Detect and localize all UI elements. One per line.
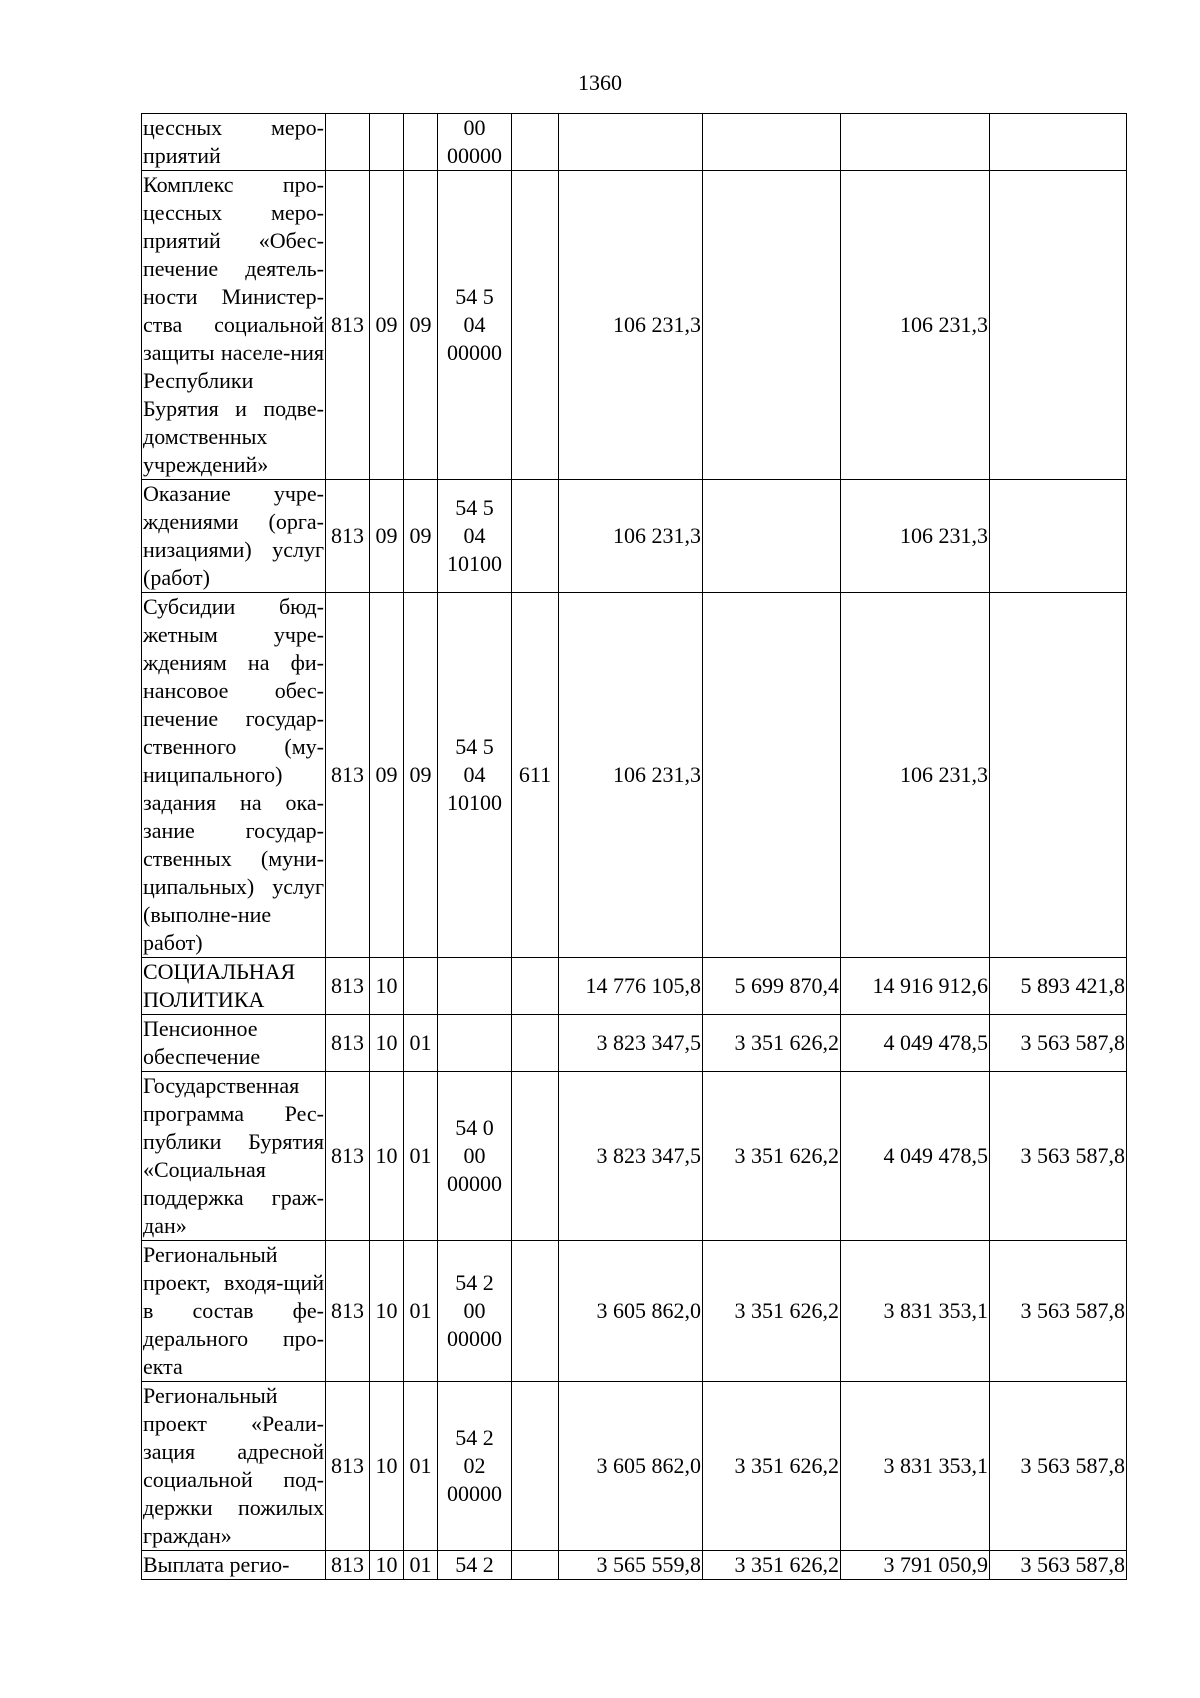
amount-4-cell: 3 563 587,8 bbox=[990, 1551, 1127, 1580]
ministry-code-cell: 813 bbox=[326, 958, 370, 1015]
amount-2-cell: 3 351 626,2 bbox=[703, 1072, 841, 1241]
section-code-cell: 10 bbox=[370, 958, 404, 1015]
target-code-cell bbox=[438, 114, 512, 171]
expense-type-cell bbox=[512, 1551, 559, 1580]
budget-table bbox=[141, 113, 1127, 1580]
amount-1-cell: 3 605 862,0 bbox=[559, 1241, 703, 1382]
subsection-code-cell: 01 bbox=[404, 1551, 438, 1580]
amount-3-cell: 106 231,3 bbox=[841, 480, 990, 593]
amount-2-cell bbox=[703, 171, 841, 480]
amount-3-cell: 106 231,3 bbox=[841, 171, 990, 480]
amount-1-cell: 3 823 347,5 bbox=[559, 1072, 703, 1241]
target-code-cell bbox=[438, 1551, 512, 1580]
amount-2-cell: 3 351 626,2 bbox=[703, 1241, 841, 1382]
subsection-code-cell: 01 bbox=[404, 1072, 438, 1241]
item-name-cell: Государственная программа Рес-публики Бурятия «Социальная поддержка граж-дан» bbox=[142, 1072, 326, 1241]
expense-type-cell bbox=[512, 1015, 559, 1072]
section-code-cell: 10 bbox=[370, 1551, 404, 1580]
table-row bbox=[142, 1551, 1127, 1580]
target-code-cell bbox=[438, 171, 512, 480]
amount-1-cell bbox=[559, 114, 703, 171]
ministry-code-cell bbox=[326, 114, 370, 171]
section-code-cell: 10 bbox=[370, 1072, 404, 1241]
table-row bbox=[142, 114, 1127, 171]
item-name-cell: СОЦИАЛЬНАЯ ПОЛИТИКА bbox=[142, 958, 326, 1015]
target-code-part: 00000 bbox=[447, 1171, 502, 1196]
amount-2-cell: 3 351 626,2 bbox=[703, 1551, 841, 1580]
budget-table-body bbox=[142, 114, 1127, 1580]
target-code-part: 00 bbox=[463, 1143, 486, 1168]
target-code-part: 54 5 bbox=[455, 284, 494, 309]
amount-3-cell: 3 831 353,1 bbox=[841, 1241, 990, 1382]
item-name-cell: Субсидии бюд-жетным учре-ждениям на фи-нансовое обес-печение государ-ственного (му-ниципального) задания на ока-зание государ-ственных (муни-ципальных) услуг (выполне-ние работ) bbox=[142, 593, 326, 958]
table-row bbox=[142, 1382, 1127, 1551]
section-code-cell bbox=[370, 114, 404, 171]
amount-3-cell: 14 916 912,6 bbox=[841, 958, 990, 1015]
expense-type-cell bbox=[512, 1072, 559, 1241]
amount-2-cell bbox=[703, 114, 841, 171]
table-row bbox=[142, 171, 1127, 480]
table-row bbox=[142, 1241, 1127, 1382]
amount-1-cell: 106 231,3 bbox=[559, 480, 703, 593]
target-code-cell bbox=[438, 1072, 512, 1241]
ministry-code-cell: 813 bbox=[326, 1072, 370, 1241]
subsection-code-cell: 09 bbox=[404, 480, 438, 593]
ministry-code-cell: 813 bbox=[326, 1015, 370, 1072]
amount-4-cell bbox=[990, 114, 1127, 171]
item-name-cell: Региональный проект, входя-щий в состав фе-дерального про-екта bbox=[142, 1241, 326, 1382]
amount-2-cell: 3 351 626,2 bbox=[703, 1015, 841, 1072]
target-code-part: 04 bbox=[463, 312, 486, 337]
section-code-cell: 09 bbox=[370, 480, 404, 593]
amount-4-cell: 3 563 587,8 bbox=[990, 1072, 1127, 1241]
target-code-part: 10100 bbox=[447, 790, 502, 815]
target-code-cell bbox=[438, 1382, 512, 1551]
ministry-code-cell: 813 bbox=[326, 480, 370, 593]
amount-4-cell bbox=[990, 480, 1127, 593]
section-code-cell: 10 bbox=[370, 1241, 404, 1382]
amount-2-cell: 5 699 870,4 bbox=[703, 958, 841, 1015]
target-code-part: 54 5 bbox=[455, 495, 494, 520]
amount-1-cell: 3 823 347,5 bbox=[559, 1015, 703, 1072]
amount-1-cell: 3 605 862,0 bbox=[559, 1382, 703, 1551]
target-code-part: 00000 bbox=[447, 1481, 502, 1506]
section-code-cell: 09 bbox=[370, 171, 404, 480]
table-row bbox=[142, 480, 1127, 593]
amount-1-cell: 3 565 559,8 bbox=[559, 1551, 703, 1580]
target-code-cell bbox=[438, 1241, 512, 1382]
target-code-part: 54 2 bbox=[455, 1425, 494, 1450]
target-code-part: 54 2 bbox=[455, 1552, 494, 1577]
amount-3-cell: 3 791 050,9 bbox=[841, 1551, 990, 1580]
target-code-part: 00000 bbox=[447, 1326, 502, 1351]
ministry-code-cell: 813 bbox=[326, 593, 370, 958]
subsection-code-cell: 01 bbox=[404, 1015, 438, 1072]
amount-1-cell: 106 231,3 bbox=[559, 171, 703, 480]
amount-3-cell: 4 049 478,5 bbox=[841, 1072, 990, 1241]
table-row bbox=[142, 1072, 1127, 1241]
subsection-code-cell bbox=[404, 114, 438, 171]
amount-1-cell: 106 231,3 bbox=[559, 593, 703, 958]
amount-4-cell: 3 563 587,8 bbox=[990, 1241, 1127, 1382]
amount-4-cell bbox=[990, 171, 1127, 480]
section-code-cell: 10 bbox=[370, 1015, 404, 1072]
expense-type-cell bbox=[512, 1382, 559, 1551]
item-name-cell: цессных меро-приятий bbox=[142, 114, 326, 171]
item-name-cell: Выплата регио- bbox=[142, 1551, 326, 1580]
target-code-part: 00 bbox=[463, 115, 486, 140]
expense-type-cell: 611 bbox=[512, 593, 559, 958]
amount-4-cell bbox=[990, 593, 1127, 958]
subsection-code-cell: 01 bbox=[404, 1382, 438, 1551]
target-code-part: 02 bbox=[463, 1453, 486, 1478]
subsection-code-cell: 09 bbox=[404, 593, 438, 958]
expense-type-cell bbox=[512, 171, 559, 480]
ministry-code-cell: 813 bbox=[326, 171, 370, 480]
amount-4-cell: 3 563 587,8 bbox=[990, 1382, 1127, 1551]
target-code-part: 00 bbox=[463, 1298, 486, 1323]
item-name-cell: Оказание учре-ждениями (орга-низациями) услуг (работ) bbox=[142, 480, 326, 593]
ministry-code-cell: 813 bbox=[326, 1382, 370, 1551]
target-code-cell bbox=[438, 1015, 512, 1072]
target-code-cell bbox=[438, 480, 512, 593]
amount-2-cell bbox=[703, 593, 841, 958]
target-code-part: 54 0 bbox=[455, 1115, 494, 1140]
page-number: 1360 bbox=[578, 70, 622, 95]
table-row bbox=[142, 958, 1127, 1015]
amount-4-cell: 5 893 421,8 bbox=[990, 958, 1127, 1015]
expense-type-cell bbox=[512, 480, 559, 593]
target-code-part: 54 2 bbox=[455, 1270, 494, 1295]
item-name-cell: Региональный проект «Реали-зация адресной социальной под-держки пожилых граждан» bbox=[142, 1382, 326, 1551]
target-code-part: 04 bbox=[463, 762, 486, 787]
subsection-code-cell: 01 bbox=[404, 1241, 438, 1382]
section-code-cell: 10 bbox=[370, 1382, 404, 1551]
expense-type-cell bbox=[512, 958, 559, 1015]
ministry-code-cell: 813 bbox=[326, 1551, 370, 1580]
ministry-code-cell: 813 bbox=[326, 1241, 370, 1382]
target-code-part: 10100 bbox=[447, 551, 502, 576]
amount-3-cell: 3 831 353,1 bbox=[841, 1382, 990, 1551]
amount-1-cell: 14 776 105,8 bbox=[559, 958, 703, 1015]
subsection-code-cell: 09 bbox=[404, 171, 438, 480]
target-code-part: 54 5 bbox=[455, 734, 494, 759]
target-code-part: 00000 bbox=[447, 143, 502, 168]
target-code-cell bbox=[438, 593, 512, 958]
section-code-cell: 09 bbox=[370, 593, 404, 958]
item-name-cell: Комплекс про-цессных меро-приятий «Обес-печение деятель-ности Министер-ства социальной защиты населе-ния Республики Бурятия и подве-домственных учреждений» bbox=[142, 171, 326, 480]
amount-3-cell: 4 049 478,5 bbox=[841, 1015, 990, 1072]
amount-3-cell bbox=[841, 114, 990, 171]
target-code-part: 00000 bbox=[447, 340, 502, 365]
subsection-code-cell bbox=[404, 958, 438, 1015]
target-code-part: 04 bbox=[463, 523, 486, 548]
item-name-cell: Пенсионное обеспечение bbox=[142, 1015, 326, 1072]
amount-2-cell: 3 351 626,2 bbox=[703, 1382, 841, 1551]
target-code-cell bbox=[438, 958, 512, 1015]
amount-2-cell bbox=[703, 480, 841, 593]
amount-3-cell: 106 231,3 bbox=[841, 593, 990, 958]
table-row bbox=[142, 1015, 1127, 1072]
expense-type-cell bbox=[512, 1241, 559, 1382]
amount-4-cell: 3 563 587,8 bbox=[990, 1015, 1127, 1072]
table-row bbox=[142, 593, 1127, 958]
expense-type-cell bbox=[512, 114, 559, 171]
